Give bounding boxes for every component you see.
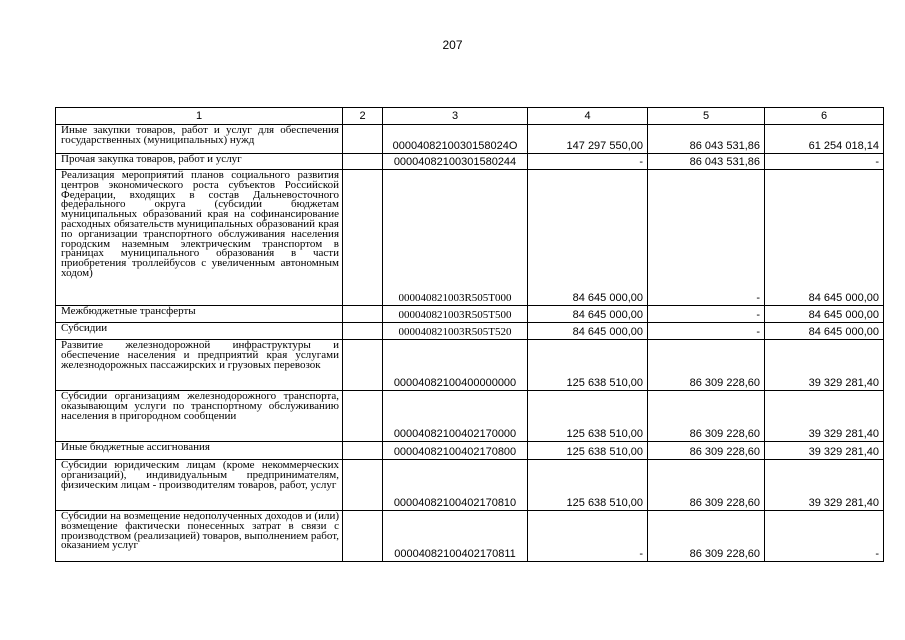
row-value-4: 125 638 510,00 (528, 391, 648, 442)
column-header-5: 5 (648, 108, 765, 125)
row-value-5: - (648, 323, 765, 340)
row-value-4: - (528, 511, 648, 562)
row-value-6: 39 329 281,40 (765, 391, 884, 442)
row-value-5: 86 043 531,86 (648, 154, 765, 170)
row-value-6: 84 645 000,00 (765, 306, 884, 323)
row-col2 (343, 511, 383, 562)
column-header-1: 1 (56, 108, 343, 125)
row-value-5: 86 309 228,60 (648, 511, 765, 562)
row-value-5: 86 309 228,60 (648, 460, 765, 511)
row-code: 000040821003R505T500 (383, 306, 528, 323)
row-value-5: - (648, 170, 765, 306)
row-value-5: 86 043 531,86 (648, 125, 765, 154)
row-name: Межбюджетные трансферты (56, 306, 343, 323)
row-value-4: 125 638 510,00 (528, 340, 648, 391)
row-name: Иные закупки товаров, работ и услуг для обеспечения государственных (муниципальных) нужд (56, 125, 343, 154)
table-row (56, 391, 884, 442)
row-code: 00004082100400000000 (383, 340, 528, 391)
table-row (56, 323, 884, 340)
row-value-4: 84 645 000,00 (528, 170, 648, 306)
column-header-3: 3 (383, 108, 528, 125)
row-value-5: 86 309 228,60 (648, 340, 765, 391)
row-col2 (343, 442, 383, 460)
row-name: Субсидии на возмещение недополученных доходов и (или) возмещение фактически понесенных затрат в связи с производством (реализацией) товаров, выполнением работ, оказанием услуг (56, 511, 343, 562)
page-number: 207 (442, 38, 463, 52)
row-col2 (343, 154, 383, 170)
row-col2 (343, 323, 383, 340)
row-col2 (343, 306, 383, 323)
row-value-4: - (528, 154, 648, 170)
table-row (56, 170, 884, 306)
row-col2 (343, 391, 383, 442)
table-row (56, 154, 884, 170)
row-value-6: 39 329 281,40 (765, 340, 884, 391)
row-code: 00004082100402170000 (383, 391, 528, 442)
column-header-4: 4 (528, 108, 648, 125)
row-code: 00004082100402170800 (383, 442, 528, 460)
row-value-6: - (765, 154, 884, 170)
table-row (56, 306, 884, 323)
table-row (56, 511, 884, 562)
table-row (56, 442, 884, 460)
row-code: 000040821003R505T520 (383, 323, 528, 340)
row-col2 (343, 340, 383, 391)
row-value-5: 86 309 228,60 (648, 442, 765, 460)
row-name: Субсидии организациям железнодорожного транспорта, оказывающим услуги по транспортному обслуживанию населения в пригородном сообщении (56, 391, 343, 442)
row-col2 (343, 460, 383, 511)
table-row (56, 460, 884, 511)
row-value-6: 61 254 018,14 (765, 125, 884, 154)
row-name: Субсидии (56, 323, 343, 340)
row-value-5: - (648, 306, 765, 323)
row-col2 (343, 125, 383, 154)
row-value-4: 125 638 510,00 (528, 460, 648, 511)
row-value-4: 84 645 000,00 (528, 323, 648, 340)
row-value-6: 84 645 000,00 (765, 323, 884, 340)
table-row (56, 125, 884, 154)
row-col2 (343, 170, 383, 306)
row-name: Субсидии юридическим лицам (кроме некоммерческих организаций), индивидуальным предпринимателям, физическим лицам - производителям товаров, работ, услуг (56, 460, 343, 511)
header-row (56, 108, 884, 125)
column-header-6: 6 (765, 108, 884, 125)
row-code: 00004082100301580244 (383, 154, 528, 170)
row-name: Иные бюджетные ассигнования (56, 442, 343, 460)
row-code: 00004082100402170810 (383, 460, 528, 511)
row-value-4: 84 645 000,00 (528, 306, 648, 323)
row-code: 0000408210030158024О (383, 125, 528, 154)
row-value-6: 39 329 281,40 (765, 442, 884, 460)
column-header-2: 2 (343, 108, 383, 125)
row-value-6: 84 645 000,00 (765, 170, 884, 306)
row-value-6: 39 329 281,40 (765, 460, 884, 511)
row-name: Реализация мероприятий планов социального развития центров экономического роста субъектов Российской Федерации, входящих в состав Дальневосточного федерального округа (субсидии бюджетам муниципальных образований края на софинансирование расходных обязательств муниципальных образований края по организации транспортного обслуживания населения городским наземным электрическим транспортом в границах муниципального образования в части приобретения троллейбусов с увеличенным автономным ходом) (56, 170, 343, 306)
table-row (56, 340, 884, 391)
row-name: Развитие железнодорожной инфраструктуры и обеспечение населения и предприятий края услугами железнодорожных пассажирских и грузовых перевозок (56, 340, 343, 391)
row-value-4: 125 638 510,00 (528, 442, 648, 460)
row-code: 000040821003R505T000 (383, 170, 528, 306)
row-name: Прочая закупка товаров, работ и услуг (56, 154, 343, 170)
row-code: 00004082100402170811 (383, 511, 528, 562)
budget-table (55, 107, 884, 562)
row-value-6: - (765, 511, 884, 562)
row-value-5: 86 309 228,60 (648, 391, 765, 442)
row-value-4: 147 297 550,00 (528, 125, 648, 154)
